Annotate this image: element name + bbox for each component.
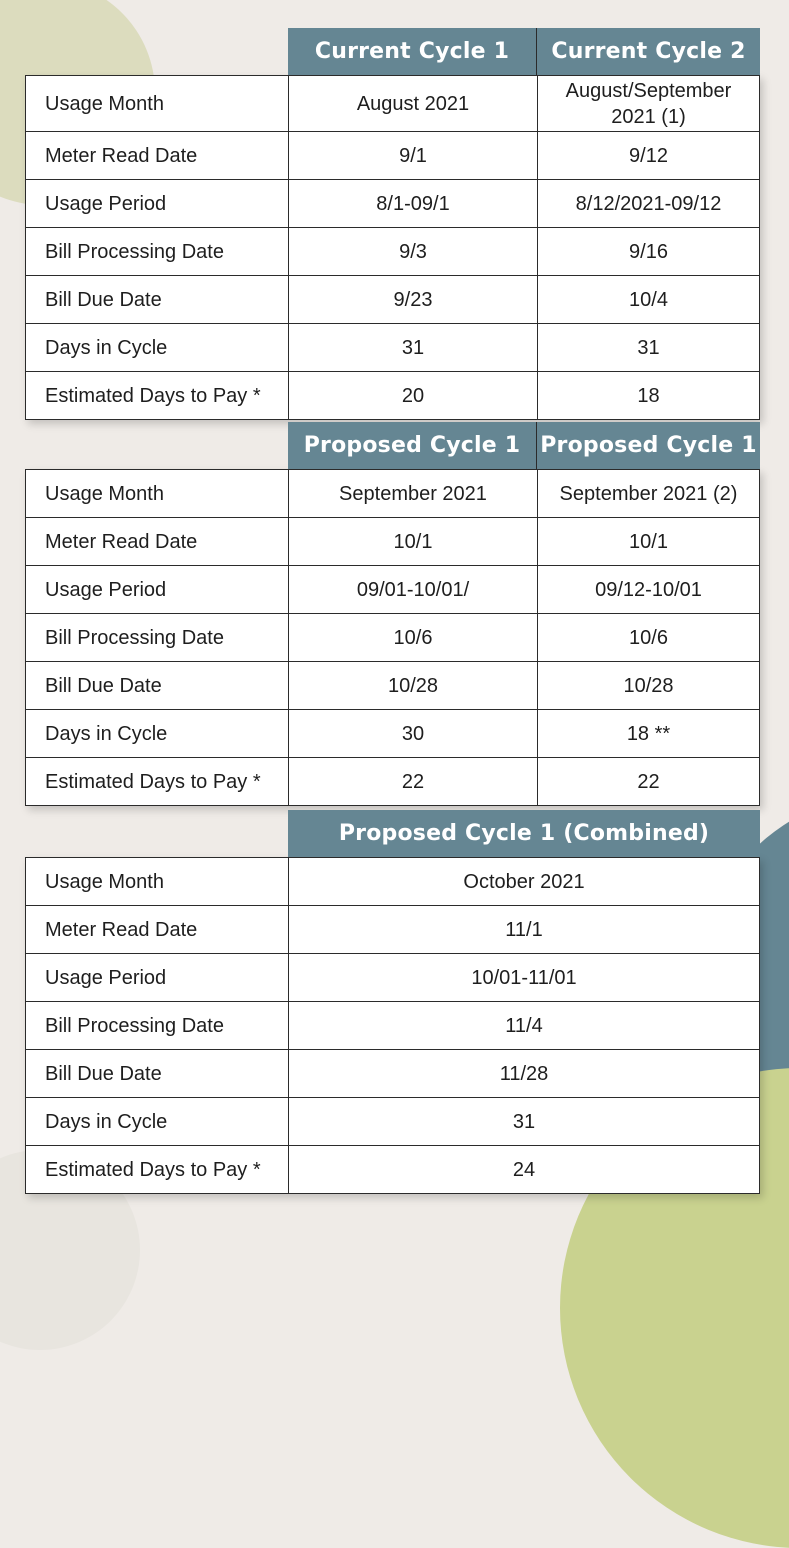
row-label: Usage Period xyxy=(26,954,289,1002)
multiline-value: August/September 2021 (1) xyxy=(565,79,732,128)
table-row xyxy=(26,858,760,906)
table-cell: 09/12-10/01 xyxy=(538,566,760,614)
table-cell: 31 xyxy=(289,324,538,372)
table-row xyxy=(26,1098,760,1146)
table-cell: 22 xyxy=(289,758,538,806)
table-row xyxy=(26,906,760,954)
table-cell: 18 xyxy=(538,372,760,420)
table-cell: 09/01-10/01/ xyxy=(289,566,538,614)
row-label: Estimated Days to Pay * xyxy=(26,758,289,806)
row-label: Days in Cycle xyxy=(26,324,289,372)
table-row xyxy=(26,614,760,662)
row-label: Bill Processing Date xyxy=(26,228,289,276)
table-row xyxy=(26,518,760,566)
table-row xyxy=(26,1002,760,1050)
table-cell: October 2021 xyxy=(289,858,760,906)
table-cell: 10/6 xyxy=(289,614,538,662)
header-proposed-cycle-1-alt: Proposed Cycle 1 xyxy=(537,422,760,469)
table-cell: 31 xyxy=(538,324,760,372)
table-cell: September 2021 xyxy=(289,470,538,518)
table-row xyxy=(26,1050,760,1098)
table-cell: 20 xyxy=(289,372,538,420)
table-cell: September 2021 (2) xyxy=(538,470,760,518)
table-cell: 9/12 xyxy=(538,132,760,180)
section-header-row xyxy=(25,810,760,857)
table-cell: 10/01-11/01 xyxy=(289,954,760,1002)
table-row xyxy=(26,758,760,806)
header-current-cycle-2: Current Cycle 2 xyxy=(537,28,760,75)
row-label: Meter Read Date xyxy=(26,518,289,566)
header-proposed-cycle-combined: Proposed Cycle 1 (Combined) xyxy=(288,810,760,857)
table-row xyxy=(26,132,760,180)
table-cell: 30 xyxy=(289,710,538,758)
table-cell: 10/28 xyxy=(289,662,538,710)
header-proposed-cycle-1: Proposed Cycle 1 xyxy=(288,422,537,469)
table-cell: 8/12/2021-09/12 xyxy=(538,180,760,228)
table-row xyxy=(26,954,760,1002)
row-label: Bill Processing Date xyxy=(26,1002,289,1050)
table-cell: 10/1 xyxy=(538,518,760,566)
row-label: Bill Due Date xyxy=(26,1050,289,1098)
table-row xyxy=(26,1146,760,1194)
table-row xyxy=(26,566,760,614)
table-cell: 10/28 xyxy=(538,662,760,710)
current-cycle-section xyxy=(25,28,760,420)
row-label: Bill Due Date xyxy=(26,662,289,710)
combined-cycle-section xyxy=(25,810,760,1194)
table-cell: 8/1-09/1 xyxy=(289,180,538,228)
table-cell: 10/4 xyxy=(538,276,760,324)
row-label: Usage Month xyxy=(26,76,289,132)
table-row xyxy=(26,710,760,758)
table-cell: 9/1 xyxy=(289,132,538,180)
table-cell xyxy=(538,76,760,132)
table-cell: 9/16 xyxy=(538,228,760,276)
table-row xyxy=(26,76,760,132)
combined-cycle-table xyxy=(25,857,760,1194)
row-label: Meter Read Date xyxy=(26,132,289,180)
table-cell: 10/1 xyxy=(289,518,538,566)
table-cell: 11/4 xyxy=(289,1002,760,1050)
row-label: Usage Period xyxy=(26,566,289,614)
table-row xyxy=(26,470,760,518)
table-row xyxy=(26,180,760,228)
table-row xyxy=(26,276,760,324)
table-cell: August 2021 xyxy=(289,76,538,132)
table-cell: 24 xyxy=(289,1146,760,1194)
table-row xyxy=(26,372,760,420)
table-cell: 11/1 xyxy=(289,906,760,954)
row-label: Meter Read Date xyxy=(26,906,289,954)
table-cell: 22 xyxy=(538,758,760,806)
table-cell: 9/3 xyxy=(289,228,538,276)
row-label: Usage Month xyxy=(26,858,289,906)
row-label: Estimated Days to Pay * xyxy=(26,1146,289,1194)
table-row xyxy=(26,228,760,276)
header-current-cycle-1: Current Cycle 1 xyxy=(288,28,537,75)
row-label: Days in Cycle xyxy=(26,1098,289,1146)
proposed-cycle-table xyxy=(25,469,760,806)
section-header-row xyxy=(25,422,760,469)
table-cell: 11/28 xyxy=(289,1050,760,1098)
row-label: Bill Processing Date xyxy=(26,614,289,662)
row-label: Usage Month xyxy=(26,470,289,518)
section-header-row xyxy=(25,28,760,75)
row-label: Estimated Days to Pay * xyxy=(26,372,289,420)
row-label: Days in Cycle xyxy=(26,710,289,758)
row-label: Usage Period xyxy=(26,180,289,228)
proposed-cycle-section xyxy=(25,422,760,806)
table-cell: 9/23 xyxy=(289,276,538,324)
table-row xyxy=(26,324,760,372)
table-cell: 18 ** xyxy=(538,710,760,758)
table-row xyxy=(26,662,760,710)
row-label: Bill Due Date xyxy=(26,276,289,324)
table-cell: 10/6 xyxy=(538,614,760,662)
table-cell: 31 xyxy=(289,1098,760,1146)
current-cycle-table xyxy=(25,75,760,420)
